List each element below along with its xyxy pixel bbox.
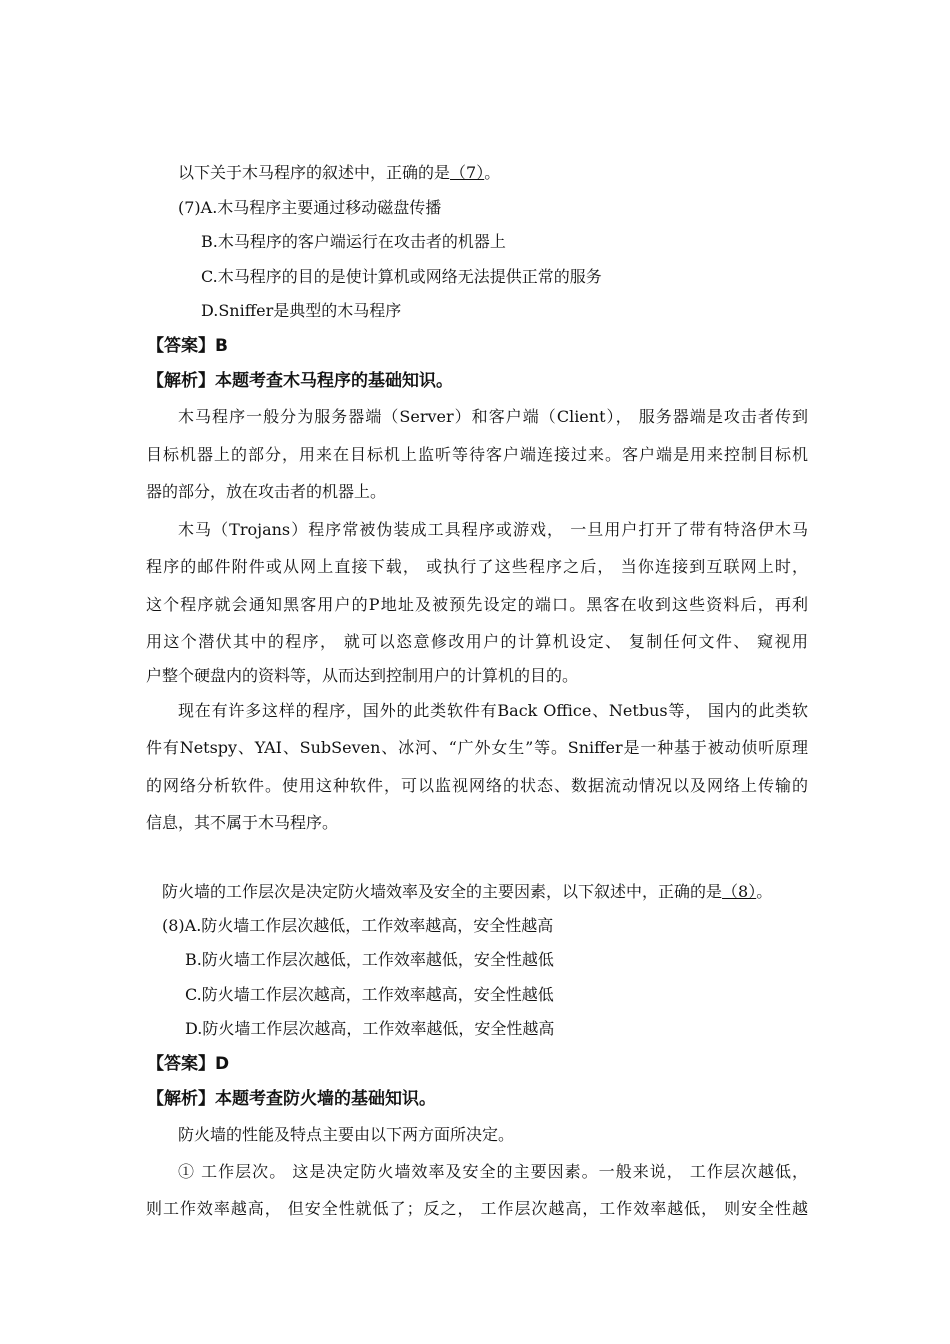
q8-para-line: 防火墙的性能及特点主要由以下两方面所决定。	[178, 1125, 515, 1144]
q7-blank: （7）	[450, 163, 485, 182]
q7-para-line: 目标机器上的部分，用来在目标机上监听等待客户端连接过来。客户端是用来控制目标机	[146, 445, 808, 464]
q7-stem-end: 。	[484, 163, 501, 182]
q7-para-line: 户整个硬盘内的资料等，从而达到控制用户的计算机的目的。	[146, 666, 579, 685]
q7-analysis-title: 【解析】本题考查木马程序的基础知识。	[147, 371, 453, 391]
q8-stem-end: 。	[756, 882, 773, 901]
q8-para-line: ① 工作层次。 这是决定防火墙效率及安全的主要因素。一般来说， 工作层次越低，	[178, 1162, 808, 1181]
q7-para-line: 现在有许多这样的程序，国外的此类软件有Back Office、Netbus等， 国内的此类软	[178, 701, 808, 720]
q8-blank: （8）	[722, 882, 757, 901]
q8-stem-text: 防火墙的工作层次是决定防火墙效率及安全的主要因素，以下叙述中，正确的是	[162, 882, 723, 901]
q7-option-c: C.木马程序的目的是使计算机或网络无法提供正常的服务	[201, 267, 602, 286]
q7-para-line: 器的部分，放在攻击者的机器上。	[146, 482, 387, 501]
q8-para-line: 则工作效率越高， 但安全性就低了；反之， 工作层次越高，工作效率越低， 则安全性越	[146, 1199, 808, 1218]
q7-stem-text: 以下关于木马程序的叙述中，正确的是	[178, 163, 451, 182]
q7-para-line: 木马（Trojans）程序常被伪装成工具程序或游戏， 一旦用户打开了带有特洛伊木马	[178, 520, 808, 539]
q8-answer: 【答案】D	[147, 1054, 230, 1074]
q7-para-line: 木马程序一般分为服务器端（Server）和客户端（Client）， 服务器端是攻击者传到	[178, 407, 808, 426]
q7-option-b: B.木马程序的客户端运行在攻击者的机器上	[201, 232, 506, 251]
q7-para-line: 用这个潜伏其中的程序， 就可以恣意修改用户的计算机设定、 复制任何文件、 窥视用	[146, 632, 808, 651]
q7-para-line: 件有Netspy、YAI、SubSeven、冰河、“广外女生”等。Sniffer是一种基于被动侦听原理	[146, 738, 808, 757]
q7-stem	[178, 163, 500, 183]
q7-option-d: D.Sniffer是典型的木马程序	[201, 301, 402, 320]
q8-stem	[162, 882, 772, 902]
q7-para-line: 信息，其不属于木马程序。	[146, 813, 339, 832]
q7-para-line: 这个程序就会通知黑客用户的P地址及被预先设定的端口。黑客在收到这些资料后，再利	[146, 595, 808, 614]
q8-option-a: (8)A.防火墙工作层次越低，工作效率越高，安全性越高	[162, 916, 554, 935]
q7-option-a: (7)A.木马程序主要通过移动磁盘传播	[178, 198, 442, 217]
q8-option-c: C.防火墙工作层次越高，工作效率越高，安全性越低	[185, 985, 554, 1004]
q7-para-line: 的网络分析软件。使用这种软件，可以监视网络的状态、数据流动情况以及网络上传输的	[146, 776, 808, 795]
q8-option-b: B.防火墙工作层次越低，工作效率越低，安全性越低	[185, 950, 554, 969]
q8-option-d: D.防火墙工作层次越高，工作效率越低，安全性越高	[185, 1019, 555, 1038]
q7-answer: 【答案】B	[147, 336, 228, 356]
q7-para-line: 程序的邮件附件或从网上直接下载， 或执行了这些程序之后， 当你连接到互联网上时，	[146, 557, 808, 576]
q8-analysis-title: 【解析】本题考查防火墙的基础知识。	[147, 1089, 436, 1109]
